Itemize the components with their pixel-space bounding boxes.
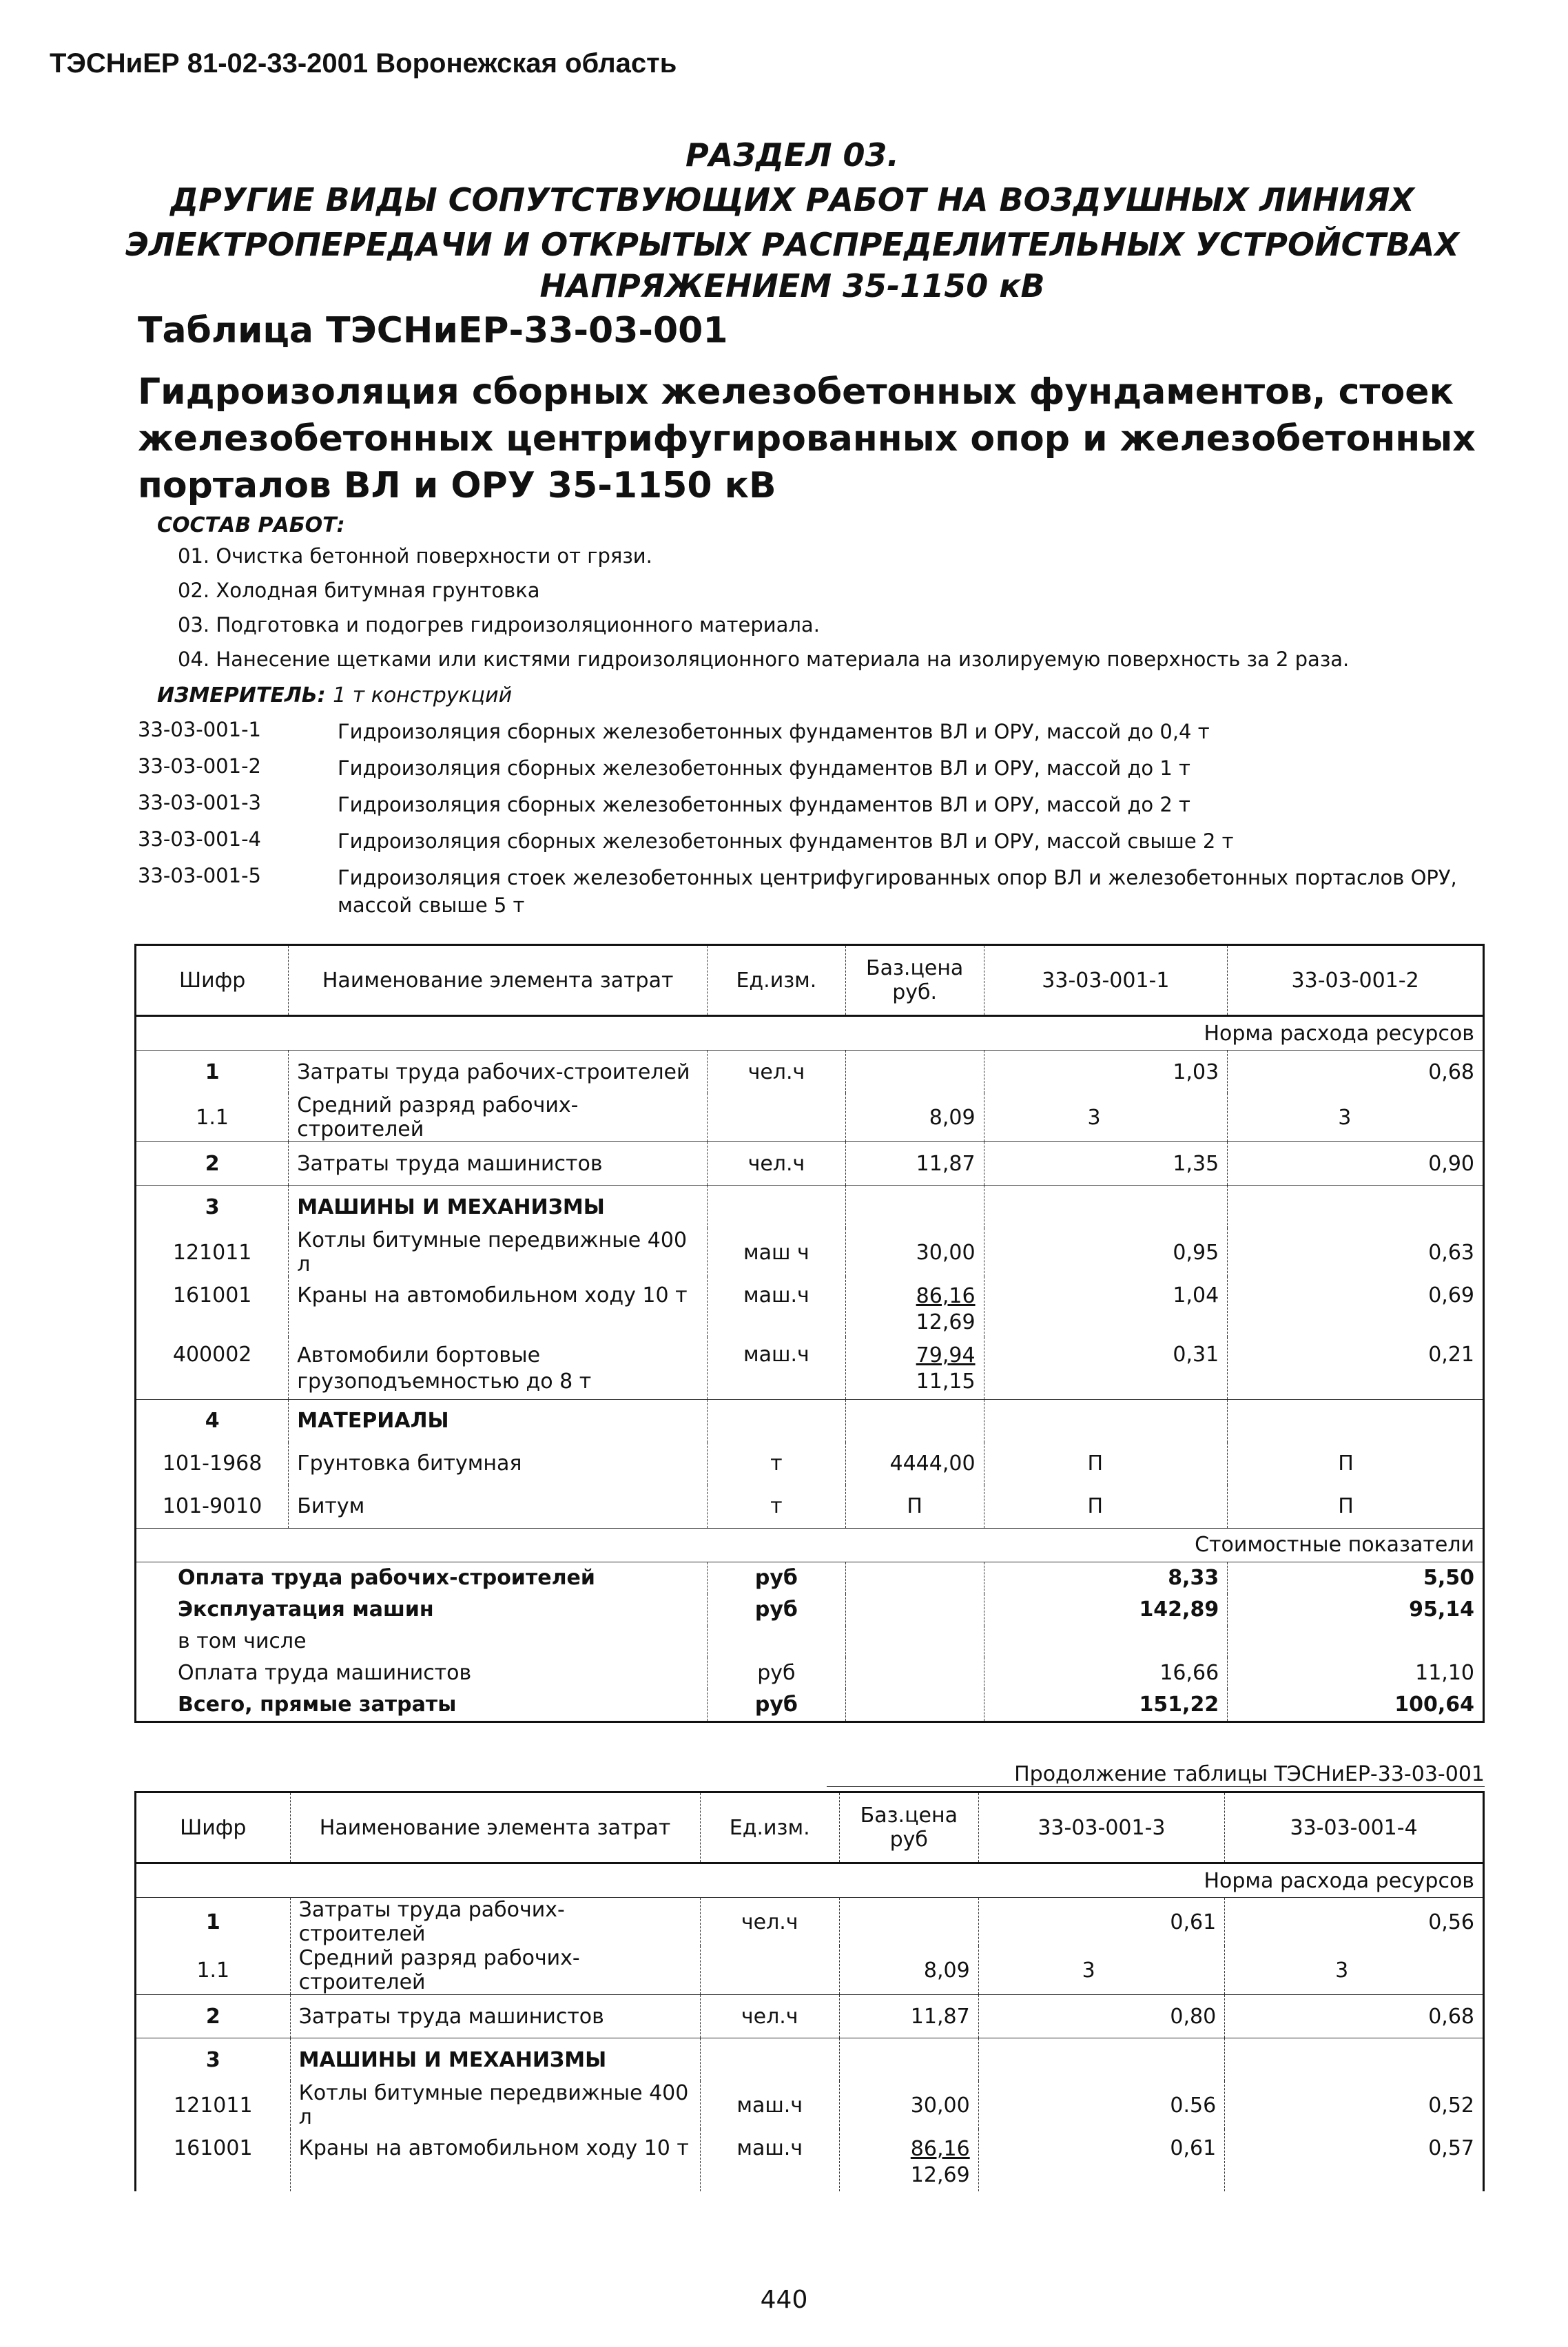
row-price-cell (845, 1276, 984, 1337)
row-val-1: П (984, 1485, 1228, 1529)
row-val-2: 0,52 (1225, 2081, 1484, 2129)
row-price: П (845, 1485, 984, 1529)
section-title-line-1: ДРУГИЕ ВИДЫ СОПУТСТВУЮЩИХ РАБОТ НА ВОЗДУШНЫХ ЛИНИЯХ (170, 181, 1414, 218)
row-val-1: 0,61 (978, 1898, 1225, 1947)
row-code: 121011 (136, 1228, 289, 1276)
row-val-2: 0,21 (1228, 1337, 1484, 1399)
summary-price (845, 1626, 984, 1657)
work-composition-label: СОСТАВ РАБОТ: (157, 513, 345, 537)
row-code: 3 (136, 1186, 289, 1229)
row-unit: чел.ч (708, 1051, 846, 1094)
row-val-1: 3 (978, 1946, 1225, 1995)
summary-val-2: 11,10 (1228, 1657, 1484, 1689)
code-4: 33-03-001-4 (138, 827, 261, 851)
table-row (136, 1093, 1484, 1142)
work-item-2: 02. Холодная битумная грунтовка (178, 579, 540, 602)
row-name: МАШИНЫ И МЕХАНИЗМЫ (289, 1186, 708, 1229)
row-name: Затраты труда рабочих-строителей (289, 1051, 708, 1094)
table-row (136, 1142, 1484, 1186)
summary-row (136, 1562, 1484, 1594)
table-row (136, 1276, 1484, 1337)
summary-val-2: 5,50 (1228, 1562, 1484, 1594)
row-unit: маш.ч (708, 1276, 846, 1337)
summary-val-2: 100,64 (1228, 1689, 1484, 1722)
measurer (157, 683, 512, 707)
row-val-2: 0,90 (1228, 1142, 1484, 1186)
norm-label: Норма расхода ресурсов (136, 1863, 1484, 1898)
row-val-1: П (984, 1443, 1228, 1485)
header-price: Баз.цена руб. (845, 945, 984, 1016)
row-val-1: 1,04 (984, 1276, 1228, 1337)
code-2: 33-03-001-2 (138, 754, 261, 778)
measurer-value: 1 т конструкций (333, 683, 513, 707)
header-col-2: 33-03-001-4 (1225, 1792, 1484, 1863)
row-code: 3 (136, 2038, 291, 2082)
summary-price (845, 1562, 984, 1594)
summary-name: Оплата труда рабочих-строителей (136, 1562, 708, 1594)
row-val-2: 0,69 (1228, 1276, 1484, 1337)
code-1: 33-03-001-1 (138, 718, 261, 741)
row-unit: чел.ч (700, 1898, 839, 1947)
summary-unit: руб (708, 1562, 846, 1594)
section-title-line-2: ЭЛЕКТРОПЕРЕДАЧИ И ОТКРЫТЫХ РАСПРЕДЕЛИТЕЛЬНЫХ УСТРОЙСТВАХ (125, 226, 1459, 263)
row-val-1: 0,61 (978, 2129, 1225, 2191)
summary-unit: руб (708, 1689, 846, 1722)
row-val-2: 0,57 (1225, 2129, 1484, 2191)
row-code: 1 (136, 1898, 291, 1947)
header-unit: Ед.изм. (708, 945, 846, 1016)
norm-label: Норма расхода ресурсов (136, 1016, 1484, 1051)
summary-unit: руб (708, 1657, 846, 1689)
table-row (136, 1186, 1484, 1229)
table-row (136, 2129, 1484, 2191)
row-price: 11,87 (845, 1142, 984, 1186)
header-col-1: 33-03-001-1 (984, 945, 1228, 1016)
header-name: Наименование элемента затрат (289, 945, 708, 1016)
row-code: 101-9010 (136, 1485, 289, 1529)
row-unit (708, 1093, 846, 1142)
code-5: 33-03-001-5 (138, 864, 261, 887)
summary-row (136, 1626, 1484, 1657)
header-name: Наименование элемента затрат (290, 1792, 700, 1863)
code-3: 33-03-001-3 (138, 791, 261, 814)
row-code: 1.1 (136, 1946, 291, 1995)
row-val-2: 0,63 (1228, 1228, 1484, 1276)
row-val-2: 0,68 (1225, 1995, 1484, 2038)
row-val-1: 1,35 (984, 1142, 1228, 1186)
section-title-line-3: НАПРЯЖЕНИЕМ 35-1150 кВ (539, 267, 1045, 304)
summary-val-2: 95,14 (1228, 1594, 1484, 1626)
code-desc-5: Гидроизоляция стоек железобетонных центрифугированных опор ВЛ и железобетонных портаслов ОРУ, массой свыше 5 т (338, 866, 1457, 917)
header-unit: Ед.изм. (700, 1792, 839, 1863)
row-price-machinist: 11,15 (916, 1369, 976, 1394)
row-val-2: П (1228, 1485, 1484, 1529)
header-col-1: 33-03-001-3 (978, 1792, 1225, 1863)
row-price (845, 1186, 984, 1229)
table-row (136, 1485, 1484, 1529)
row-name: Затраты труда рабочих-строителей (290, 1898, 700, 1947)
row-val-1: 1,03 (984, 1051, 1228, 1094)
row-price-machinist: 12,69 (916, 1310, 976, 1334)
row-code: 2 (136, 1995, 291, 2038)
resource-table-2 (134, 1791, 1485, 2191)
summary-price (845, 1594, 984, 1626)
table-row (136, 1995, 1484, 2038)
row-val-1: 0,80 (978, 1995, 1225, 2038)
code-desc-1: Гидроизоляция сборных железобетонных фундаментов ВЛ и ОРУ, массой до 0,4 т (338, 720, 1210, 743)
row-code: 1.1 (136, 1093, 289, 1142)
row-val-2 (1225, 2038, 1484, 2082)
resource-table-1 (134, 944, 1485, 1723)
row-name: Котлы битумные передвижные 400 л (289, 1228, 708, 1276)
norm-row (136, 1016, 1484, 1051)
row-name: Грунтовка битумная (289, 1443, 708, 1485)
work-item-4: 04. Нанесение щетками или кистями гидроизоляционного материала на изолируемую поверхность за 2 раза. (178, 648, 1350, 671)
summary-unit: руб (708, 1594, 846, 1626)
row-unit (700, 1946, 839, 1995)
summary-val-1: 16,66 (984, 1657, 1228, 1689)
table-row (136, 2038, 1484, 2082)
summary-unit (708, 1626, 846, 1657)
row-val-1 (984, 1186, 1228, 1229)
summary-val-2 (1228, 1626, 1484, 1657)
code-desc-4: Гидроизоляция сборных железобетонных фундаментов ВЛ и ОРУ, массой свыше 2 т (338, 829, 1234, 853)
work-item-1: 01. Очистка бетонной поверхности от грязи. (178, 544, 652, 568)
header-price: Баз.цена руб (839, 1792, 978, 1863)
summary-val-1 (984, 1626, 1228, 1657)
norm-row (136, 1863, 1484, 1898)
row-name: МАШИНЫ И МЕХАНИЗМЫ (290, 2038, 700, 2082)
row-price: 79,94 (916, 1343, 976, 1367)
row-price-machinist: 12,69 (910, 2163, 970, 2187)
table-row (136, 1946, 1484, 1995)
summary-row (136, 1594, 1484, 1626)
row-unit: маш.ч (700, 2129, 839, 2191)
page-number: 440 (760, 2286, 808, 2314)
header-code: Шифр (136, 1792, 291, 1863)
summary-row (136, 1657, 1484, 1689)
row-name: Затраты труда машинистов (289, 1142, 708, 1186)
row-price (839, 1898, 978, 1947)
row-price: 8,09 (845, 1093, 984, 1142)
table-row (136, 1898, 1484, 1947)
row-unit: т (708, 1443, 846, 1485)
row-price: 30,00 (845, 1228, 984, 1276)
row-price-cell (845, 1337, 984, 1399)
summary-val-1: 151,22 (984, 1689, 1228, 1722)
row-val-1 (978, 2038, 1225, 2082)
row-price: 8,09 (839, 1946, 978, 1995)
row-unit (708, 1399, 846, 1443)
row-name: Краны на автомобильном ходу 10 т (290, 2129, 700, 2191)
row-unit (708, 1186, 846, 1229)
summary-val-1: 142,89 (984, 1594, 1228, 1626)
row-name: Автомобили бортовые грузоподъемностью до 8 т (289, 1337, 708, 1399)
code-desc-3: Гидроизоляция сборных железобетонных фундаментов ВЛ и ОРУ, массой до 2 т (338, 793, 1190, 816)
header-code: Шифр (136, 945, 289, 1016)
row-code: 4 (136, 1399, 289, 1443)
row-price (839, 2038, 978, 2082)
cost-row (136, 1528, 1484, 1562)
row-name: Средний разряд рабочих-строителей (290, 1946, 700, 1995)
section-number: РАЗДЕЛ 03. (685, 136, 900, 174)
row-price: 86,16 (916, 1284, 976, 1308)
row-code: 1 (136, 1051, 289, 1094)
row-code: 161001 (136, 1276, 289, 1337)
row-val-2: 0,68 (1228, 1051, 1484, 1094)
row-code: 101-1968 (136, 1443, 289, 1485)
row-unit: чел.ч (700, 1995, 839, 2038)
summary-price (845, 1689, 984, 1722)
row-val-2: П (1228, 1443, 1484, 1485)
running-header: ТЭСНиЕР 81-02-33-2001 Воронежская область (50, 48, 677, 79)
row-unit: маш.ч (708, 1337, 846, 1399)
summary-name: в том числе (136, 1626, 708, 1657)
table-header-row (136, 945, 1484, 1016)
row-price: 30,00 (839, 2081, 978, 2129)
row-name: МАТЕРИАЛЫ (289, 1399, 708, 1443)
table-name: Таблица ТЭСНиЕР-33-03-001 (138, 310, 728, 351)
row-name: Средний разряд рабочих-строителей (289, 1093, 708, 1142)
row-val-1: 0,31 (984, 1337, 1228, 1399)
row-unit: чел.ч (708, 1142, 846, 1186)
row-val-2 (1228, 1399, 1484, 1443)
row-price (845, 1051, 984, 1094)
summary-val-1: 8,33 (984, 1562, 1228, 1594)
row-val-1: 0.56 (978, 2081, 1225, 2129)
row-price (845, 1399, 984, 1443)
table-title: Гидроизоляция сборных железобетонных фундаментов, стоек железобетонных центрифугированных опор и железобетонных порталов ВЛ и ОРУ 35-1150 кВ (138, 371, 1476, 506)
cost-label: Стоимостные показатели (136, 1528, 1484, 1562)
row-name: Котлы битумные передвижные 400 л (290, 2081, 700, 2129)
summary-name: Оплата труда машинистов (136, 1657, 708, 1689)
summary-row (136, 1689, 1484, 1722)
row-price: 86,16 (910, 2137, 970, 2161)
row-val-1: 0,95 (984, 1228, 1228, 1276)
table-row (136, 1228, 1484, 1276)
row-name: Битум (289, 1485, 708, 1529)
table-row (136, 1443, 1484, 1485)
summary-price (845, 1657, 984, 1689)
table-row (136, 1399, 1484, 1443)
row-code: 121011 (136, 2081, 291, 2129)
code-desc-2: Гидроизоляция сборных железобетонных фундаментов ВЛ и ОРУ, массой до 1 т (338, 756, 1190, 780)
row-price-cell (839, 2129, 978, 2191)
row-price: 4444,00 (845, 1443, 984, 1485)
row-val-2: 3 (1225, 1946, 1484, 1995)
row-code: 2 (136, 1142, 289, 1186)
table-header-row (136, 1792, 1484, 1863)
row-unit (700, 2038, 839, 2082)
table-row (136, 1051, 1484, 1094)
row-name: Краны на автомобильном ходу 10 т (289, 1276, 708, 1337)
summary-name: Эксплуатация машин (136, 1594, 708, 1626)
row-val-2: 3 (1228, 1093, 1484, 1142)
row-val-1 (984, 1399, 1228, 1443)
table-row (136, 1337, 1484, 1399)
row-unit: маш.ч (700, 2081, 839, 2129)
row-unit: маш ч (708, 1228, 846, 1276)
row-code: 161001 (136, 2129, 291, 2191)
work-item-3: 03. Подготовка и подогрев гидроизоляционного материала. (178, 613, 820, 637)
header-col-2: 33-03-001-2 (1228, 945, 1484, 1016)
row-code: 400002 (136, 1337, 289, 1399)
row-unit: т (708, 1485, 846, 1529)
row-name: Затраты труда машинистов (290, 1995, 700, 2038)
row-val-2: 0,56 (1225, 1898, 1484, 1947)
row-val-1: 3 (984, 1093, 1228, 1142)
continuation-label: Продолжение таблицы ТЭСНиЕР-33-03-001 (827, 1762, 1485, 1787)
row-price: 11,87 (839, 1995, 978, 2038)
row-val-2 (1228, 1186, 1484, 1229)
table-row (136, 2081, 1484, 2129)
summary-name: Всего, прямые затраты (136, 1689, 708, 1722)
measurer-label: ИЗМЕРИТЕЛЬ: (157, 683, 326, 707)
